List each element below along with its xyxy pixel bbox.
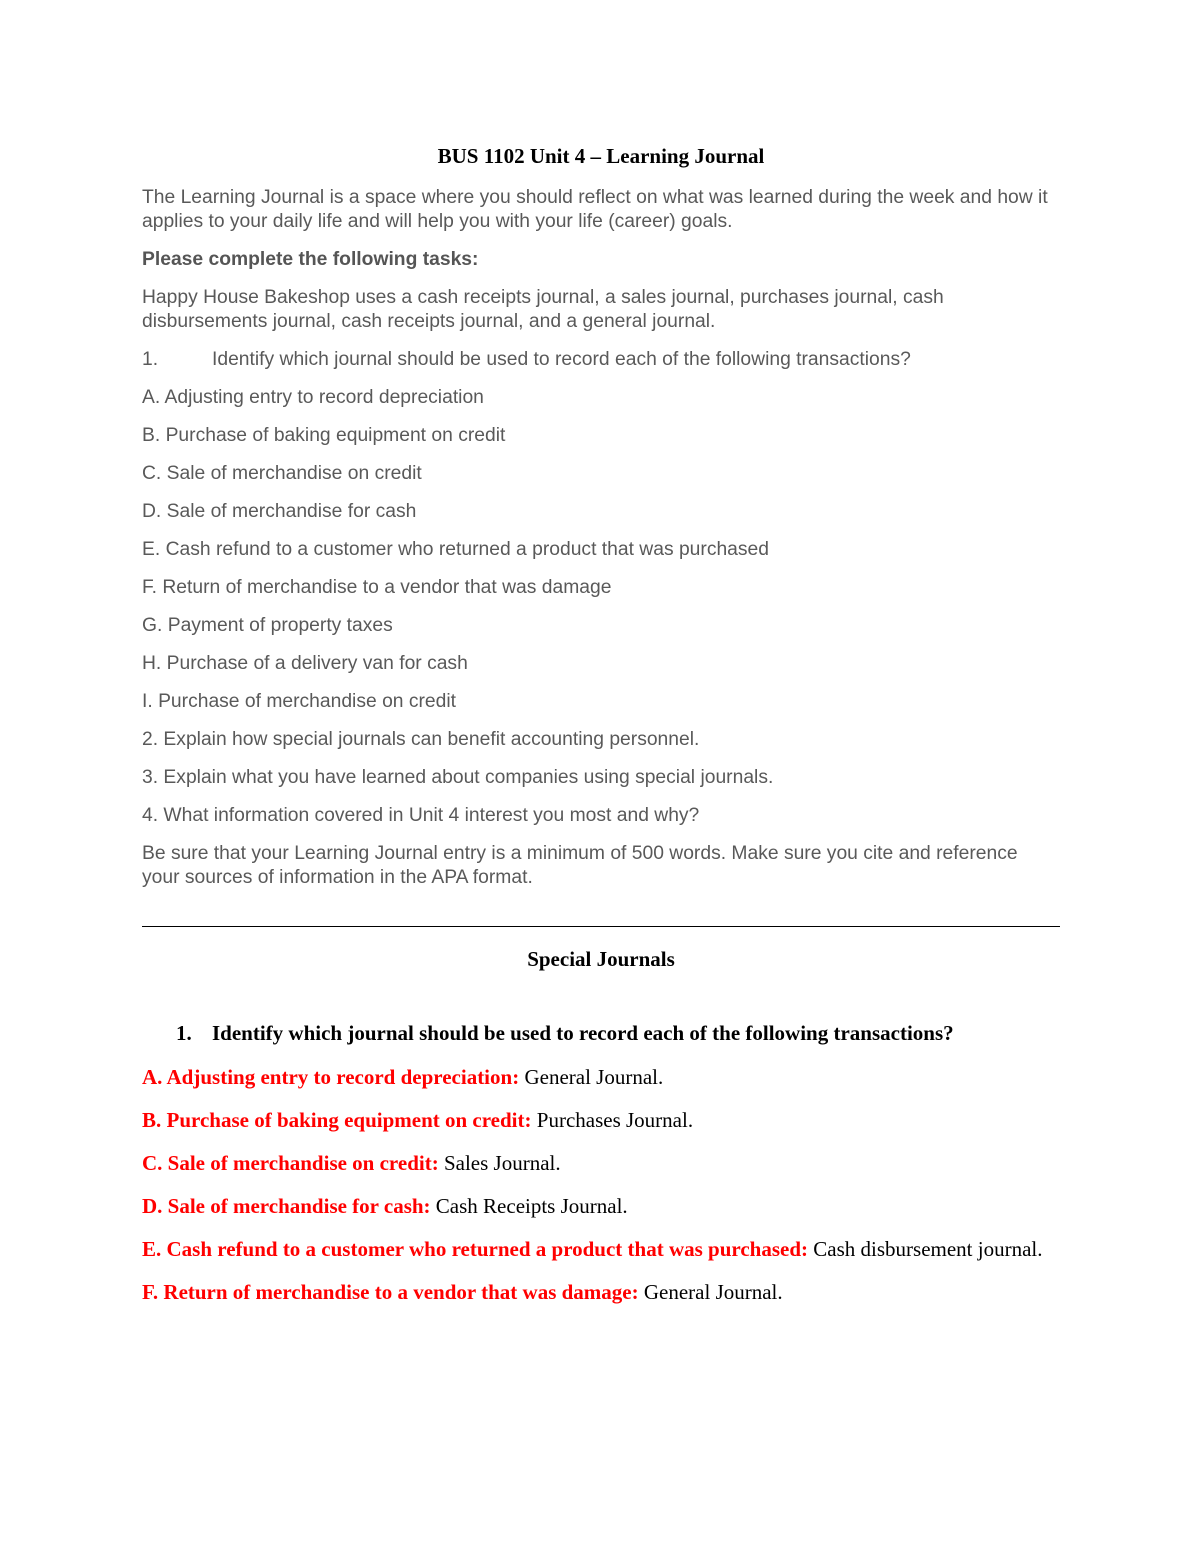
section-title: Special Journals [527, 947, 675, 971]
tasks-heading: Please complete the following tasks: [142, 249, 479, 270]
answer-d-response: Cash Receipts Journal. [435, 1194, 628, 1218]
intro-paragraph: The Learning Journal is a space where you should reflect on what was learned during the week and how it applies to your daily life and will help you with your life (career) goals. [142, 187, 1048, 232]
answer-c-response: Sales Journal. [443, 1151, 561, 1175]
answer-a-response: General Journal. [524, 1065, 664, 1089]
answer-e-question: E. Cash refund to a customer who returned a product that was purchased: [142, 1237, 809, 1261]
answer-a [142, 1062, 1060, 1092]
answer-f-response: General Journal. [643, 1280, 783, 1304]
closing-paragraph: Be sure that your Learning Journal entry is a minimum of 500 words. Make sure you cite and reference your sources of information in the APA format. [142, 843, 1018, 888]
answer-d [142, 1191, 1060, 1221]
answer-heading-text: Identify which journal should be used to record each of the following transactions? [212, 1021, 954, 1045]
answer-heading-number: 1. [176, 1021, 192, 1045]
answer-f-question: F. Return of merchandise to a vendor that was damage: [142, 1280, 639, 1304]
item-b: B. Purchase of baking equipment on credit [142, 425, 506, 446]
document-title: BUS 1102 Unit 4 – Learning Journal [437, 144, 765, 168]
scenario-paragraph: Happy House Bakeshop uses a cash receipts journal, a sales journal, purchases journal, cash disbursements journal, cash receipts journal, and a general journal. [142, 287, 944, 332]
answer-b-response: Purchases Journal. [536, 1108, 694, 1132]
answer-c [142, 1148, 1060, 1178]
item-e: E. Cash refund to a customer who returned a product that was purchased [142, 539, 769, 560]
item-a: A. Adjusting entry to record depreciation [142, 387, 484, 408]
question-1 [142, 348, 1060, 372]
section-divider [142, 926, 1060, 927]
item-d: D. Sale of merchandise for cash [142, 501, 417, 522]
item-h: H. Purchase of a delivery van for cash [142, 653, 468, 674]
item-i: I. Purchase of merchandise on credit [142, 691, 457, 712]
item-c: C. Sale of merchandise on credit [142, 463, 422, 484]
question-2: 2. Explain how special journals can benefit accounting personnel. [142, 729, 700, 750]
document-page [142, 140, 1060, 1307]
answer-e [142, 1234, 1060, 1264]
answer-b [142, 1105, 1060, 1135]
answer-b-question: B. Purchase of baking equipment on credit: [142, 1108, 532, 1132]
item-f: F. Return of merchandise to a vendor that was damage [142, 577, 612, 598]
item-g: G. Payment of property taxes [142, 615, 393, 636]
answer-a-question: A. Adjusting entry to record depreciation: [142, 1065, 520, 1089]
question-3: 3. Explain what you have learned about companies using special journals. [142, 767, 774, 788]
answer-d-question: D. Sale of merchandise for cash: [142, 1194, 431, 1218]
question-4: 4. What information covered in Unit 4 interest you most and why? [142, 805, 700, 826]
question-1-number: 1. [142, 349, 159, 370]
question-1-text: Identify which journal should be used to record each of the following transactions? [212, 349, 911, 370]
answer-c-question: C. Sale of merchandise on credit: [142, 1151, 439, 1175]
answer-heading [142, 1017, 1060, 1049]
answer-f [142, 1277, 1060, 1307]
answer-e-response: Cash disbursement journal. [813, 1237, 1043, 1261]
